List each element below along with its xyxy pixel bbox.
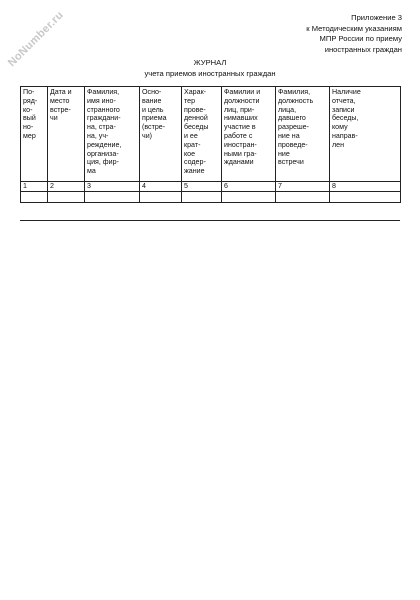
header-cell-authorizer: Фамилия, должность лица, давшего разреше- ние на проведе- ние встречи — [276, 87, 330, 182]
column-number: 6 — [222, 182, 276, 192]
empty-cell — [276, 191, 330, 202]
column-number: 4 — [140, 182, 182, 192]
column-number: 1 — [21, 182, 48, 192]
column-number: 7 — [276, 182, 330, 192]
column-number-row — [21, 182, 401, 192]
header-cell-report: Наличие отчета, записи беседы, кому направ- лен — [330, 87, 401, 182]
empty-cell — [222, 191, 276, 202]
title-line-1: ЖУРНАЛ — [193, 58, 227, 67]
header-cell-foreign-citizen: Фамилия, имя ино- странного граждани- на, стра- на, уч- реждение, организа- ция, фир- ма — [85, 87, 140, 182]
horizontal-rule — [20, 220, 400, 221]
journal-table — [20, 86, 401, 203]
document-title — [0, 58, 420, 79]
appendix-line-4: иностранных граждан — [324, 44, 402, 54]
empty-cell — [85, 191, 140, 202]
empty-cell — [182, 191, 222, 202]
empty-cell — [21, 191, 48, 202]
header-cell-participants: Фамилии и должности лиц, при- нимавших участие в работе с иностран- ными гра- жданами — [222, 87, 276, 182]
empty-cell — [330, 191, 401, 202]
column-number: 8 — [330, 182, 401, 192]
header-row — [21, 87, 401, 182]
appendix-line-3: МПР России по приему — [319, 34, 402, 43]
title-line-2: учета приемов иностранных граждан — [144, 68, 276, 78]
watermark: NoNumber.ru — [5, 9, 66, 70]
column-number: 2 — [48, 182, 85, 192]
header-cell-order-number: По- ряд- ко- вый но- мер — [21, 87, 48, 182]
header-cell-purpose: Осно- вание и цель приема (встре- чи) — [140, 87, 182, 182]
column-number: 5 — [182, 182, 222, 192]
empty-cell — [140, 191, 182, 202]
appendix-note — [242, 13, 402, 55]
appendix-line-1: Приложение 3 — [351, 13, 402, 22]
header-cell-conversation: Харак- тер прове- денной беседы и ее крат- кое содер- жание — [182, 87, 222, 182]
column-number: 3 — [85, 182, 140, 192]
empty-cell — [48, 191, 85, 202]
empty-entry-row — [21, 191, 401, 202]
header-cell-date-place: Дата и место встре- чи — [48, 87, 85, 182]
appendix-line-2: к Методическим указаниям — [306, 23, 402, 33]
